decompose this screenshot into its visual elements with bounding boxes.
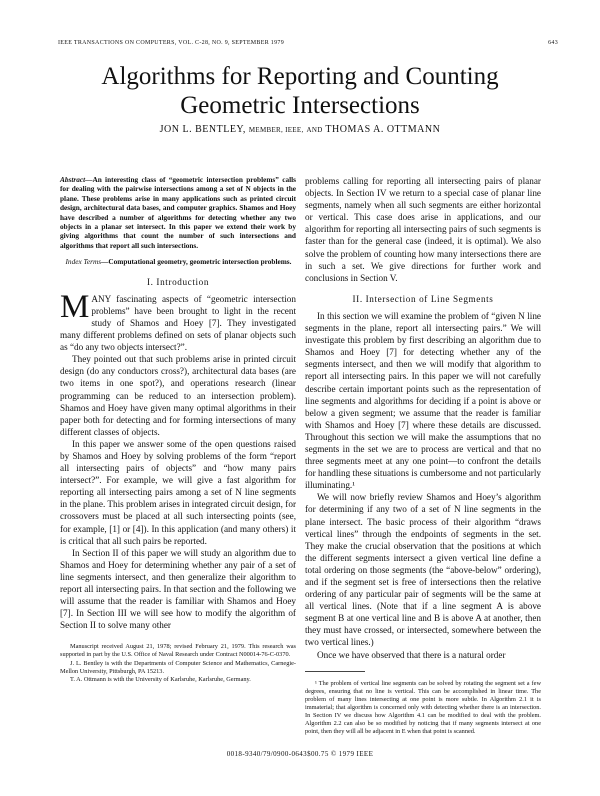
section2-paragraph-2: We will now briefly review Shamos and Hoey’s algorithm for determining if any two of a set of N line segments in the plane intersect. The basic process of their algorithm “draws vertical lines” through the endpoints of segments in the set. They make the crucial observation that the positions at which the different segments intersect a given vertical line define a total ordering on those segments (the “above-below” ordering), and if the segment set is free of intersections then the relative ordering of any particular pair of segments will be the same at all vertical lines. (Note that if a line segment A is above segment B at one vertical line and B is above A at another, then they must have crossed, or intersected, somewhere between the two vertical lines.): [305, 492, 541, 648]
index-terms-text: —Computational geometry, geometric intersection problems.: [101, 257, 292, 267]
intro-paragraph-2: They pointed out that such problems arise in printed circuit design (do any conductors cross?), architectural data bases (are two items in one spot?), and operations research (linear programming can be reduced to an intersection problem). Shamos and Hoey have given many optimal algorithms in their paper both for detecting and for forming intersections of many different classes of objects.: [60, 354, 296, 437]
abstract: [60, 175, 296, 250]
footnote-rule: [305, 671, 365, 672]
author-1: JON L. BENTLEY,: [159, 124, 246, 135]
right-column: [305, 175, 541, 736]
title-line-1: Algorithms for Reporting and Counting: [101, 63, 499, 90]
left-column: [60, 175, 296, 684]
journal-citation: IEEE TRANSACTIONS ON COMPUTERS, VOL. C-28, NO. 9, SEPTEMBER 1979: [58, 40, 284, 46]
footnote-1: ¹ The problem of vertical line segments can be solved by rotating the segment set a few degrees, ensuring that no line is vertical. This can be accomplished in linear time. The problem of many lines intersecting at one point is more subtle. In Algorithm 2.1 it is immaterial; that algorithm is concerned only with detecting whether there is an intersection. In Section IV we discuss how Algorithm 4.1 can be modified to deal with the problem. Algorithm 2.2 can also be so modified by noticing that if many segments intersect at one point, then they will all be adjacent in E when that point is scanned.: [305, 679, 541, 736]
footnote-author-1: J. L. Bentley is with the Departments of Computer Science and Mathematics, Carnegie-Mellon University, Pittsburgh, PA 15213.: [60, 659, 296, 675]
author-1-membership: MEMBER, IEEE,: [248, 126, 304, 134]
intro-paragraph-3: In this paper we answer some of the open questions raised by Shamos and Hoey by solving problems of the form “report all intersecting pairs of objects” and “how many pairs intersect?”. For example, we will give a fast algorithm for reporting all intersecting pairs among a set of N line segments in the plane. This problem arises in integrated circuit design, for crossovers must be placed at all such intersecting points (see, for example, [1] or [4]). In this application (and many others) it is critical that all such pairs be reported.: [60, 438, 296, 546]
author-2: THOMAS A. OTTMANN: [325, 124, 441, 135]
intro-paragraph-1-text: ANY fascinating aspects of “geometric intersection problems” have been brought to light in the recent study of Shamos and Hoey [7]. They investigated many different problems defined on sets of planar objects such as “do any two objects intersect?”.: [60, 293, 296, 353]
paper-title: [30, 62, 570, 120]
page-number: 643: [548, 40, 558, 46]
footnote-author-2: T. A. Ottmann is with the University of Karlsruhe, Karlsruhe, Germany.: [70, 675, 251, 683]
section2-paragraph-1: In this section we will examine the problem of “given N line segments in the plane, report all intersecting pairs.” We will investigate this problem by first describing an algorithm due to Shamos and Hoey [7] for detecting whether any of the segments intersect, and then we will modify that algorithm to report all intersecting pairs. In this paper we will not carefully describe certain important points such as the representation of line segments and algorithms for deciding if a point is above or below a given segment; we assume that the reader is familiar with Shamos and Hoey [7] where these details are discussed. Throughout this section we will make the assumptions that no segments in the set we are to process are vertical and that no three segments meet at any one point—to confront the details for handling these situations is cumbersome and not particularly illuminating.¹: [305, 310, 541, 491]
manuscript-footnotes: [60, 643, 296, 683]
footnote-manuscript: Manuscript received August 21, 1978; revised February 21, 1979. This research was supported in part by the U.S. Office of Naval Research under Contract N00014-76-C-0370.: [60, 643, 296, 659]
author-line: [30, 124, 570, 135]
index-terms: [60, 257, 296, 266]
index-terms-label: Index Terms: [65, 257, 102, 267]
intro-paragraph-4: In Section II of this paper we will study an algorithm due to Shamos and Hoey for determining whether any pair of a set of line segments intersect, and then generalize their algorithm to report all intersecting pairs. In that section and the following we will assume that the reader is familiar with Shamos and Hoey [7]. In Section III we will see how to modify the algorithm of Section II to solve many other: [60, 547, 296, 631]
author-conjunction: AND: [306, 126, 323, 134]
drop-cap: M: [60, 288, 90, 325]
section-heading-introduction: I. Introduction: [146, 276, 210, 287]
title-line-2: Geometric Intersections: [180, 92, 420, 119]
right-paragraph-1: problems calling for reporting all intersecting pairs of planar objects. In Section IV we return to a special case of planar line segments, namely when all such segments are either horizontal or vertical. This case does arise in applications, and our algorithm for reporting all intersecting pairs of such segments is faster than for the general case (indeed, it is optimal). We also solve the problem of counting how many intersections there are in such a set. We give directions for further work and conclusions in Section V.: [305, 176, 541, 283]
abstract-label: Abstract: [60, 175, 86, 184]
column-footnote: [305, 680, 541, 737]
section-heading-line-segments: II. Intersection of Line Segments: [352, 293, 494, 304]
intro-paragraph-1: [60, 288, 296, 353]
abstract-text: —An interesting class of “geometric intersection problems” calls for dealing with the pairwise intersections among a set of N objects in the plane. These problems arise in many applications such as printed circuit design, architectural data bases, and computer graphics. Shamos and Hoey have described a number of algorithms for detecting whether any two objects in a planar set intersect. In this paper we extend their work by giving algorithms that count the number of such intersections and algorithms that report all such intersections.: [60, 175, 296, 250]
copyright-line: 0018-9340/79/0900-0643$00.75 © 1979 IEEE: [226, 750, 374, 758]
section2-paragraph-3: Once we have observed that there is a natural order: [317, 649, 506, 660]
